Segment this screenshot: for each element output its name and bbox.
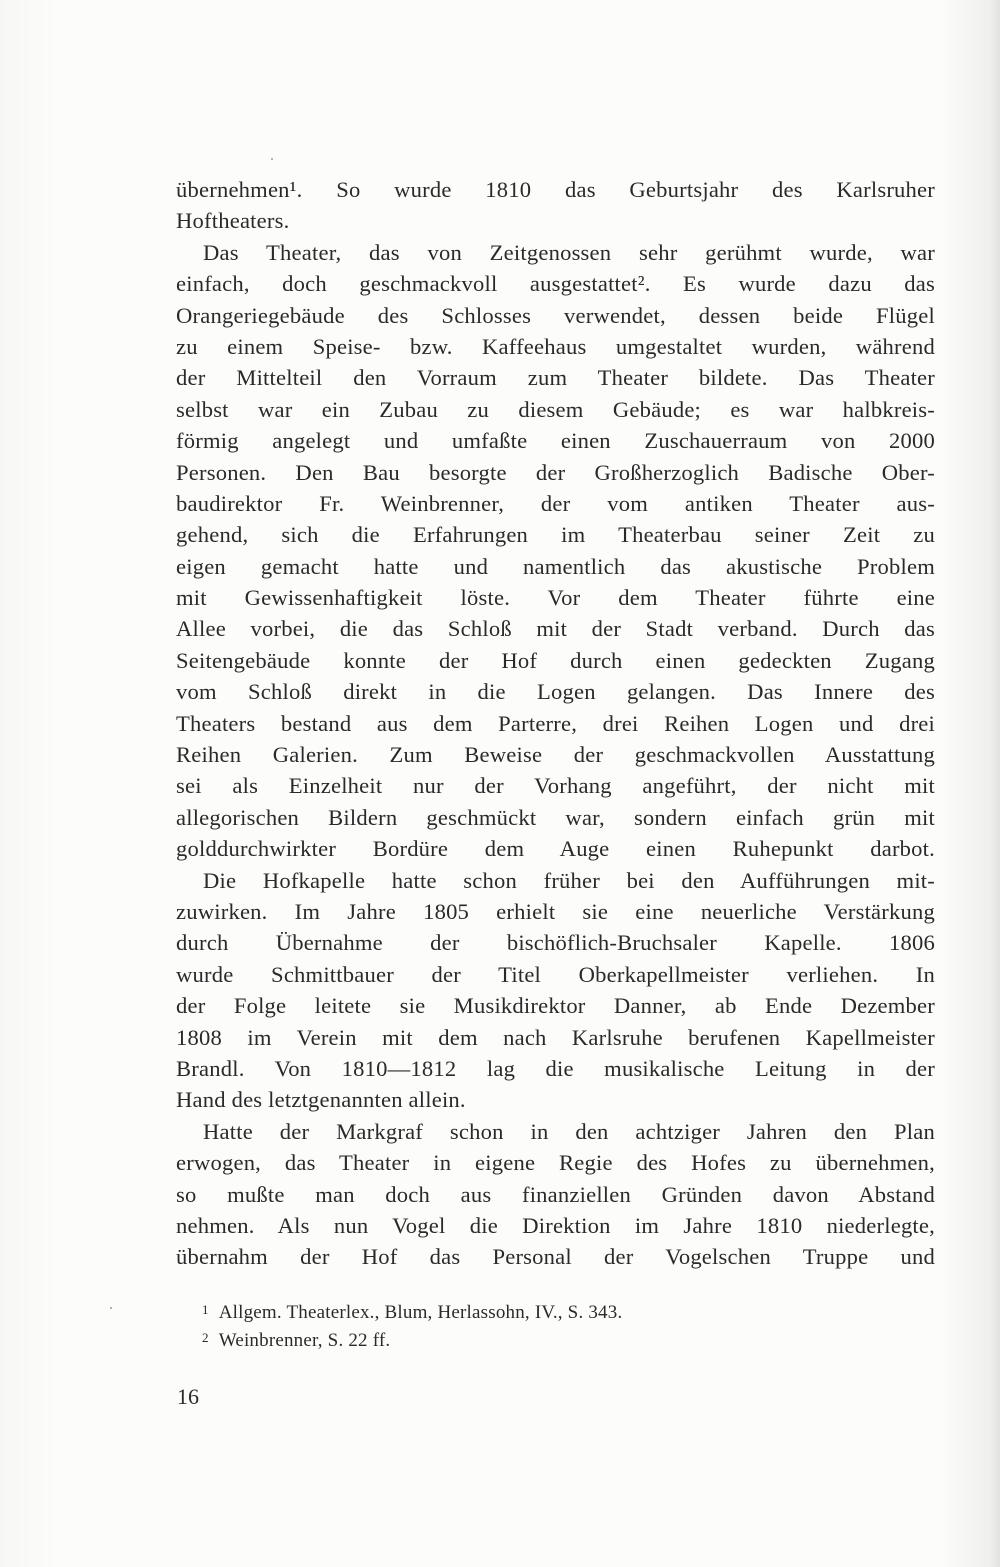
footnote bbox=[202, 1324, 902, 1352]
page-number: 16 bbox=[177, 1384, 199, 1409]
text-line: Orangeriegebäude des Schlosses verwendet, dessen beide Flügel bbox=[176, 302, 935, 328]
text-line: durch Übernahme der bischöflich-Bruchsaler Kapelle. 1806 bbox=[176, 930, 935, 956]
text-line: nehmen. Als nun Vogel die Direktion im Jahre 1810 niederlegte, bbox=[176, 1212, 935, 1238]
text-line: golddurchwirkter Bordüre dem Auge einen Ruhepunkt darbot. bbox=[176, 836, 935, 862]
text-line: baudirektor Fr. Weinbrenner, der vom antiken Theater aus- bbox=[176, 490, 935, 516]
text-line: Allee vorbei, die das Schloß mit der Stadt verband. Durch das bbox=[176, 616, 935, 642]
text-line: Die Hofkapelle hatte schon früher bei den Aufführungen mit- bbox=[203, 867, 935, 893]
footnotes bbox=[202, 1296, 902, 1352]
text-line: Das Theater, das von Zeitgenossen sehr gerühmt wurde, war bbox=[203, 239, 935, 265]
text-line: einfach, doch geschmackvoll ausgestattet². Es wurde dazu das bbox=[176, 271, 935, 297]
text-line: eigen gemacht hatte und namentlich das akustische Problem bbox=[176, 553, 935, 579]
footnote-text: Allgem. Theaterlex., Blum, Herlassohn, IV., S. 343. bbox=[218, 1302, 623, 1323]
text-line: zu einem Speise- bzw. Kaffeehaus umgestaltet wurden, während bbox=[176, 333, 935, 359]
text-line: so mußte man doch aus finanziellen Gründen davon Abstand bbox=[176, 1181, 935, 1207]
text-line: Seitengebäude konnte der Hof durch einen gedeckten Zugang bbox=[176, 647, 935, 673]
text-line: sei als Einzelheit nur der Vorhang angeführt, der nicht mit bbox=[176, 773, 935, 799]
text-line: zuwirken. Im Jahre 1805 erhielt sie eine neuerliche Verstärkung bbox=[176, 898, 935, 924]
text-line: Brandl. Von 1810—1812 lag die musikalische Leitung in der bbox=[176, 1055, 935, 1081]
text-line: übernahm der Hof das Personal der Vogelschen Truppe und bbox=[176, 1244, 935, 1270]
text-line: förmig angelegt und umfaßte einen Zuschauerraum von 2000 bbox=[176, 428, 935, 454]
text-line: mit Gewissenhaftigkeit löste. Vor dem Theater führte eine bbox=[176, 585, 935, 611]
text-line: übernehmen¹. So wurde 1810 das Geburtsjahr des Karlsruher bbox=[176, 177, 935, 202]
footnote-text: Weinbrenner, S. 22 ff. bbox=[218, 1330, 391, 1351]
text-line: Theaters bestand aus dem Parterre, drei Reihen Logen und drei bbox=[176, 710, 935, 736]
text-line: allegorischen Bildern geschmückt war, sondern einfach grün mit bbox=[176, 804, 935, 830]
text-line: erwogen, das Theater in eigene Regie des Hofes zu übernehmen, bbox=[176, 1150, 935, 1176]
footnote bbox=[202, 1296, 902, 1324]
text-line: gehend, sich die Erfahrungen im Theaterbau seiner Zeit zu bbox=[176, 522, 935, 548]
paper-speck bbox=[110, 1307, 112, 1309]
text-line: der Folge leitete sie Musikdirektor Danner, ab Ende Dezember bbox=[176, 993, 935, 1019]
paper-speck bbox=[271, 158, 273, 160]
text-line: vom Schloß direkt in die Logen gelangen. Das Innere des bbox=[176, 679, 935, 705]
text-line: selbst war ein Zubau zu diesem Gebäude; es war halbkreis- bbox=[176, 396, 935, 422]
text-line: 1808 im Verein mit dem nach Karlsruhe berufenen Kapellmeister bbox=[176, 1024, 935, 1050]
text-line: wurde Schmittbauer der Titel Oberkapellmeister verliehen. In bbox=[176, 961, 935, 987]
text-line: Hoftheaters. bbox=[176, 208, 290, 234]
text-line: der Mittelteil den Vorraum zum Theater bildete. Das Theater bbox=[176, 365, 935, 391]
text-line: Hatte der Markgraf schon in den achtziger Jahren den Plan bbox=[203, 1118, 935, 1144]
footnote-mark: 1 bbox=[202, 1302, 209, 1317]
body-text bbox=[176, 174, 935, 1273]
footnote-mark: 2 bbox=[202, 1330, 209, 1345]
text-line: Hand des letztgenannten allein. bbox=[176, 1087, 466, 1113]
text-line: Reihen Galerien. Zum Beweise der geschmackvollen Ausstattung bbox=[176, 742, 935, 768]
text-line: Personen. Den Bau besorgte der Großherzoglich Badische Ober- bbox=[176, 459, 935, 485]
